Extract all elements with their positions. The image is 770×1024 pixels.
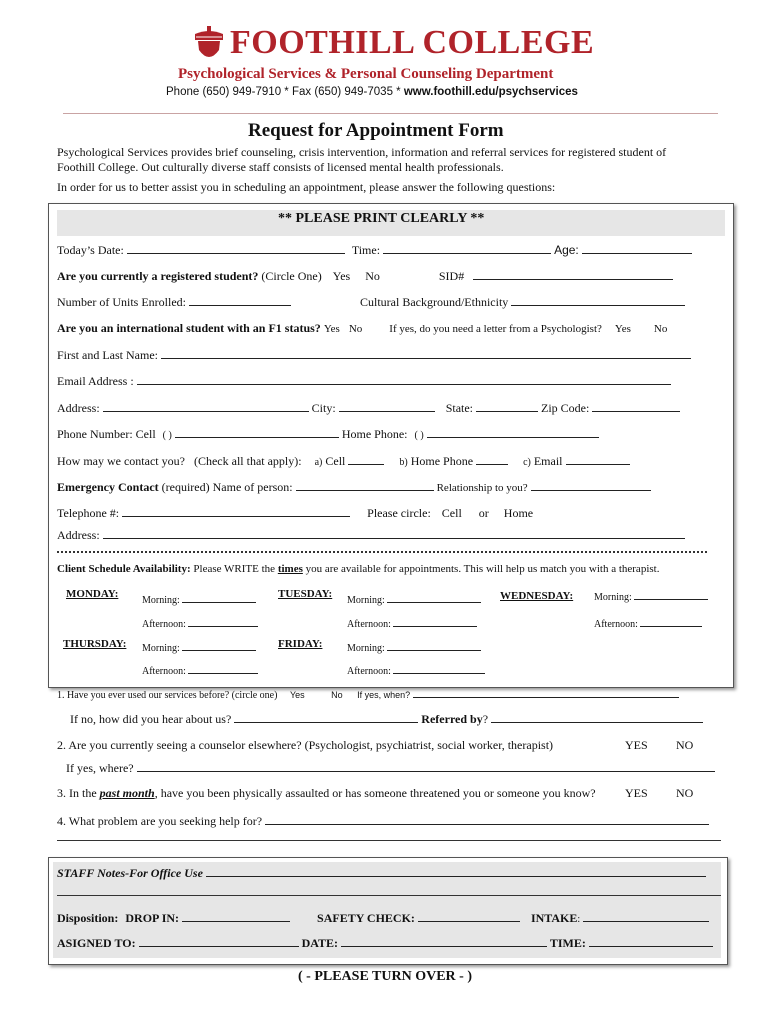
address-label: Address: — [57, 401, 100, 415]
circle-or: or — [478, 506, 489, 520]
thursday-morning — [142, 639, 256, 654]
monday-afternoon-label: Afternoon: — [142, 619, 186, 630]
email-label: Email Address : — [57, 374, 134, 388]
assigned-to-field[interactable] — [139, 935, 299, 947]
city-field[interactable] — [339, 400, 435, 412]
state-label: State: — [445, 401, 474, 415]
cell-area-code[interactable]: ( ) — [162, 430, 172, 441]
name-row — [57, 347, 691, 363]
staff-notes-row — [57, 865, 706, 881]
intro-line-2: Foothill College. Out culturally diverse staff consists of licensed mental health professionals. — [57, 160, 504, 174]
zip-field[interactable] — [592, 400, 680, 412]
todays-date-field[interactable] — [127, 242, 345, 254]
emergency-label: Emergency Contact — [57, 480, 159, 494]
question-4-field[interactable] — [265, 813, 709, 825]
option-b-prefix: b) — [399, 457, 408, 468]
tuesday-afternoon — [347, 615, 477, 630]
registered-row — [57, 268, 673, 284]
age-field[interactable] — [582, 242, 692, 254]
wednesday-label: WEDNESDAY: — [500, 590, 574, 602]
option-home-phone[interactable]: Home Phone — [410, 454, 474, 468]
staff-notes-label: STAFF Notes-For Office Use — [57, 866, 203, 880]
question-1-when-label: If yes, when? — [357, 690, 411, 700]
question-1b-row — [70, 711, 703, 727]
staff-notes-field[interactable] — [206, 865, 706, 877]
question-1: 1. Have you ever used our services before? (circle one) — [57, 690, 278, 701]
safety-check-label: SAFETY CHECK: — [317, 911, 415, 925]
monday-morning-label: Morning: — [142, 595, 180, 606]
question-2b-row — [66, 760, 715, 776]
tuesday-morning-field[interactable] — [387, 591, 481, 603]
website-link[interactable]: www.foothill.edu/psychservices — [403, 86, 578, 98]
intake-field[interactable] — [583, 910, 709, 922]
tuesday-afternoon-field[interactable] — [393, 615, 477, 627]
friday-morning-label: Morning: — [347, 643, 385, 654]
question-3-no[interactable]: NO — [676, 786, 694, 800]
header-divider — [63, 113, 718, 114]
registered-no[interactable]: No — [365, 269, 380, 283]
sid-field[interactable] — [473, 268, 673, 280]
question-3-yes[interactable]: YES — [625, 786, 648, 800]
acorn-icon — [193, 26, 225, 62]
cultural-label: Cultural Background/Ethnicity — [359, 295, 509, 309]
staff-date-label: DATE: — [301, 936, 339, 950]
question-4-line-2[interactable] — [57, 840, 721, 841]
contact-question: How may we contact you? — [57, 454, 185, 468]
question-1-row — [57, 686, 679, 701]
tuesday-morning-label: Morning: — [347, 595, 385, 606]
question-2-yes[interactable]: YES — [625, 738, 648, 752]
units-label: Number of Units Enrolled: — [57, 295, 186, 309]
question-3-rest: , have you been physically assaulted or has someone threatened you or someone you know? — [154, 786, 596, 800]
staff-notes-line-2[interactable] — [57, 895, 721, 896]
question-1-when-field[interactable] — [413, 686, 679, 698]
emergency-person-label: (required) Name of person: — [161, 480, 293, 494]
referred-by-label: Referred by — [421, 712, 483, 726]
staff-date-field[interactable] — [341, 935, 547, 947]
drop-in-label: DROP IN: — [125, 911, 180, 925]
emergency-address-field[interactable] — [103, 527, 685, 539]
home-area-code[interactable]: ( ) — [414, 430, 424, 441]
thursday-morning-label: Morning: — [142, 643, 180, 654]
assigned-row — [57, 935, 713, 951]
drop-in-field[interactable] — [182, 910, 290, 922]
disposition-row — [57, 910, 709, 926]
question-2: 2. Are you currently seeing a counselor elsewhere? (Psychologist, psychiatrist, social worker, therapist) — [57, 738, 554, 752]
monday-morning-field[interactable] — [182, 591, 256, 603]
availability-text-1: Please WRITE the — [193, 563, 276, 575]
form-title: Request for Appointment Form — [248, 120, 504, 141]
question-1b: If no, how did you hear about us? — [70, 712, 232, 726]
cultural-field[interactable] — [511, 294, 685, 306]
availability-row — [57, 563, 659, 575]
phone-fax: Phone (650) 949-7910 * Fax (650) 949-7035 * — [166, 86, 401, 98]
circle-home[interactable]: Home — [503, 506, 534, 520]
address-field[interactable] — [103, 400, 309, 412]
wednesday-afternoon-label: Afternoon: — [594, 619, 638, 630]
question-1b-field[interactable] — [234, 711, 418, 723]
assigned-to-label: ASIGNED TO: — [57, 936, 136, 950]
thursday-afternoon-label: Afternoon: — [142, 666, 186, 677]
phone-row — [57, 426, 599, 442]
thursday-label: THURSDAY: — [63, 638, 127, 650]
relationship-field[interactable] — [531, 479, 651, 491]
address-row — [57, 400, 680, 416]
registered-question: Are you currently a registered student? — [57, 269, 259, 283]
contact-info — [166, 86, 578, 98]
referred-by-qmark: ? — [482, 712, 489, 726]
age-label: Age: — [554, 243, 579, 257]
thursday-morning-field[interactable] — [182, 639, 256, 651]
check-all-label: (Check all that apply): — [193, 454, 302, 468]
registered-yes[interactable]: Yes — [332, 269, 351, 283]
wednesday-morning-field[interactable] — [634, 588, 708, 600]
availability-label: Client Schedule Availability: — [57, 563, 191, 575]
question-1-yes[interactable]: Yes — [289, 690, 305, 700]
question-2-row — [57, 738, 553, 753]
please-circle-label: Please circle: — [367, 506, 431, 520]
tuesday-morning — [347, 591, 481, 606]
tuesday-label: TUESDAY: — [278, 588, 333, 600]
department-name: Psychological Services & Personal Counseling Department — [178, 66, 554, 82]
option-home-phone-check[interactable] — [476, 453, 508, 465]
question-2b-field[interactable] — [137, 760, 715, 772]
option-email-check[interactable] — [566, 453, 630, 465]
monday-afternoon-field[interactable] — [188, 615, 258, 627]
letter-question: If yes, do you need a letter from a Psychologist? — [389, 323, 602, 335]
wednesday-afternoon-field[interactable] — [640, 615, 702, 627]
sid-label: SID# — [438, 269, 465, 283]
name-label: First and Last Name: — [57, 348, 158, 362]
email-row — [57, 373, 671, 389]
circle-cell[interactable]: Cell — [441, 506, 462, 520]
print-clearly-heading: ** PLEASE PRINT CLEARLY ** — [278, 211, 485, 226]
referred-by-field[interactable] — [491, 711, 703, 723]
question-2b: If yes, where? — [66, 761, 134, 775]
circle-one-label: (Circle One) — [261, 269, 322, 283]
question-4: 4. What problem are you seeking help for? — [57, 814, 263, 828]
emergency-row — [57, 479, 651, 495]
emergency-address-row — [57, 527, 685, 543]
friday-afternoon-label: Afternoon: — [347, 666, 391, 677]
option-a-prefix: a) — [314, 457, 323, 468]
home-phone-field[interactable] — [427, 426, 599, 438]
friday-afternoon — [347, 662, 485, 677]
friday-morning-field[interactable] — [387, 639, 481, 651]
name-field[interactable] — [161, 347, 691, 359]
telephone-label: Telephone #: — [57, 506, 120, 520]
staff-time-label: TIME: — [549, 936, 586, 950]
units-field[interactable] — [189, 294, 291, 306]
contact-method-row — [57, 453, 630, 469]
international-no[interactable]: No — [348, 323, 363, 335]
thursday-afternoon-field[interactable] — [188, 662, 258, 674]
question-1-no[interactable]: No — [331, 690, 343, 700]
wednesday-morning — [594, 588, 708, 603]
intake-colon: : — [577, 914, 581, 925]
todays-date-label: Today’s Date: — [57, 243, 124, 257]
question-3-row — [57, 786, 596, 801]
wednesday-morning-label: Morning: — [594, 592, 632, 603]
disposition-label: Disposition: — [57, 911, 119, 925]
availability-text-2: you are available for appointments. This will help us match you with a therapist. — [305, 563, 660, 575]
option-cell-check[interactable] — [348, 453, 384, 465]
option-email[interactable]: Email — [533, 454, 563, 468]
staff-time-field[interactable] — [589, 935, 713, 947]
safety-check-field[interactable] — [418, 910, 520, 922]
friday-morning — [347, 639, 481, 654]
city-label: City: — [311, 401, 336, 415]
international-question: Are you an international student with an F1 status? — [57, 321, 321, 335]
intake-label: INTAKE — [530, 911, 578, 925]
international-row — [57, 321, 667, 336]
letter-no[interactable]: No — [653, 323, 668, 335]
time-label: Time: — [351, 243, 381, 257]
option-c-prefix: c) — [523, 457, 531, 468]
cell-phone-label: Phone Number: Cell — [57, 427, 156, 441]
monday-afternoon — [142, 615, 258, 630]
friday-afternoon-field[interactable] — [393, 662, 485, 674]
question-3-prefix: 3. In the — [57, 786, 97, 800]
dotted-separator — [57, 551, 707, 553]
friday-label: FRIDAY: — [278, 638, 323, 650]
availability-times: times — [277, 563, 303, 575]
wednesday-afternoon — [594, 615, 702, 630]
monday-morning — [142, 591, 256, 606]
cell-phone-field[interactable] — [175, 426, 339, 438]
email-field[interactable] — [137, 373, 671, 385]
option-cell[interactable]: Cell — [325, 454, 346, 468]
emergency-person-field[interactable] — [296, 479, 434, 491]
college-name: FOOTHILL COLLEGE — [230, 24, 595, 61]
question-3-past-month: past month — [99, 786, 155, 800]
telephone-field[interactable] — [122, 505, 350, 517]
relationship-label: Relationship to you? — [436, 482, 528, 494]
monday-label: MONDAY: — [66, 588, 119, 600]
emergency-address-label: Address: — [57, 528, 100, 542]
tuesday-afternoon-label: Afternoon: — [347, 619, 391, 630]
letter-yes[interactable]: Yes — [614, 323, 631, 335]
turn-over-footer: ( - PLEASE TURN OVER - ) — [298, 969, 472, 984]
telephone-row — [57, 505, 533, 521]
question-2-no[interactable]: NO — [676, 738, 694, 752]
international-yes[interactable]: Yes — [323, 323, 340, 335]
date-time-age-row — [57, 242, 692, 258]
zip-label: Zip Code: — [541, 401, 590, 415]
question-4-row — [57, 813, 709, 829]
state-field[interactable] — [476, 400, 538, 412]
units-row — [57, 294, 685, 310]
college-logo — [193, 26, 225, 62]
time-field[interactable] — [383, 242, 551, 254]
intro-line-3: In order for us to better assist you in scheduling an appointment, please answer the following questions: — [57, 180, 556, 194]
intro-line-1: Psychological Services provides brief counseling, crisis intervention, information and referral services for registered student of — [57, 145, 667, 159]
thursday-afternoon — [142, 662, 258, 677]
home-phone-label: Home Phone: — [341, 427, 408, 441]
